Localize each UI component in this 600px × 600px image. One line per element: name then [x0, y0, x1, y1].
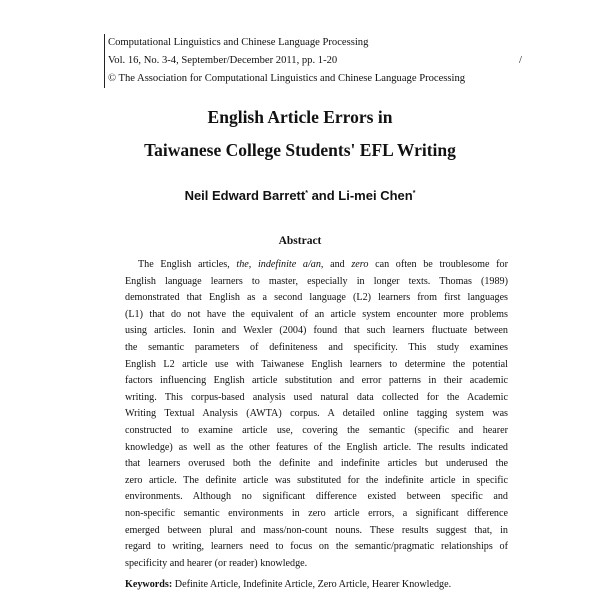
journal-name: Computational Linguistics and Chinese Language Processing: [108, 37, 369, 48]
abstract-line: English language learners to master, especially in longer texts. Thomas (1989): [125, 275, 508, 287]
journal-header: [104, 34, 528, 88]
author-name-1: Neil Edward Barrett: [184, 188, 306, 203]
abstract-line: using articles. Ionin and Wexler (2004) found that such learners fluctuate between: [125, 325, 508, 337]
author-list: [60, 188, 540, 204]
abstract-line: constructed to examine article use, covering the semantic (specific and hearer: [125, 424, 508, 436]
abstract-line: English L2 article use with Taiwanese English learners to determine the potential: [125, 358, 508, 370]
abstract-text: , and: [320, 259, 352, 270]
keywords-list: Definite Article, Indefinite Article, Zero Article, Hearer Knowledge.: [172, 579, 452, 590]
paper-title-line-2: Taiwanese College Students' EFL Writing: [144, 140, 456, 160]
abstract-heading: Abstract: [278, 235, 322, 247]
author-mark-1: *: [305, 190, 308, 197]
paper-title-line-1: English Article Errors in: [207, 107, 393, 127]
abstract-line: knowledge) as well as the other features of the English article. The results indicated: [125, 441, 508, 453]
abstract-line: that learners overused both the definite and indefinite articles but underused the: [125, 458, 508, 470]
keywords-label: Keywords:: [125, 579, 173, 590]
abstract-line: factors influencing English article substitution and error patterns in their academic: [125, 375, 508, 387]
abstract-italic-term: zero: [351, 259, 369, 270]
author-name-2: Li-mei Chen: [338, 188, 413, 203]
abstract-line: [125, 257, 508, 274]
corner-mark: /: [519, 55, 522, 66]
abstract-line: writing. This corpus-based analysis used natural data collected for the Academic: [125, 391, 508, 403]
abstract-line: Writing Textual Analysis (AWTA) corpus. A detailed online tagging system was: [125, 408, 508, 420]
author-separator: and: [307, 188, 339, 203]
abstract-line: emerged between plural and mass/non-count nouns. These results suggest that, in: [125, 524, 508, 536]
abstract-text: The English articles,: [138, 259, 237, 270]
abstract-italic-terms: the, indefinite a/an: [236, 259, 321, 270]
keywords: [125, 578, 508, 592]
abstract-line: environments. Although no significant difference existed between specific and: [125, 491, 508, 503]
abstract-text: can often be troublesome for: [368, 259, 508, 270]
abstract-line: (L1) that do not have the equivalent of an article system encounter more problems: [125, 308, 508, 320]
abstract-line: zero article. The definite article was substituted for the indefinite article in specific: [125, 474, 508, 486]
abstract-line: non-specific semantic environments in zero article errors, a significant difference: [125, 507, 508, 519]
journal-volume-info: [108, 52, 528, 70]
abstract-line: regard to writing, learners need to focus on the semantic/pragmatic relationships of: [125, 541, 508, 553]
abstract-line: the semantic parameters of definiteness and specificity. This study examines: [125, 341, 508, 353]
abstract-line: specificity and hearer (or reader) knowledge.: [125, 557, 308, 569]
author-mark-2: *: [412, 190, 416, 197]
journal-volume-text: Vol. 16, No. 3-4, September/December 2011, pp. 1-20: [108, 55, 338, 66]
journal-copyright: © The Association for Computational Linguistics and Chinese Language Processing: [108, 73, 466, 84]
abstract-line: demonstrated that English as a second language (L2) learners from first languages: [125, 292, 508, 304]
abstract-body: [125, 257, 508, 572]
